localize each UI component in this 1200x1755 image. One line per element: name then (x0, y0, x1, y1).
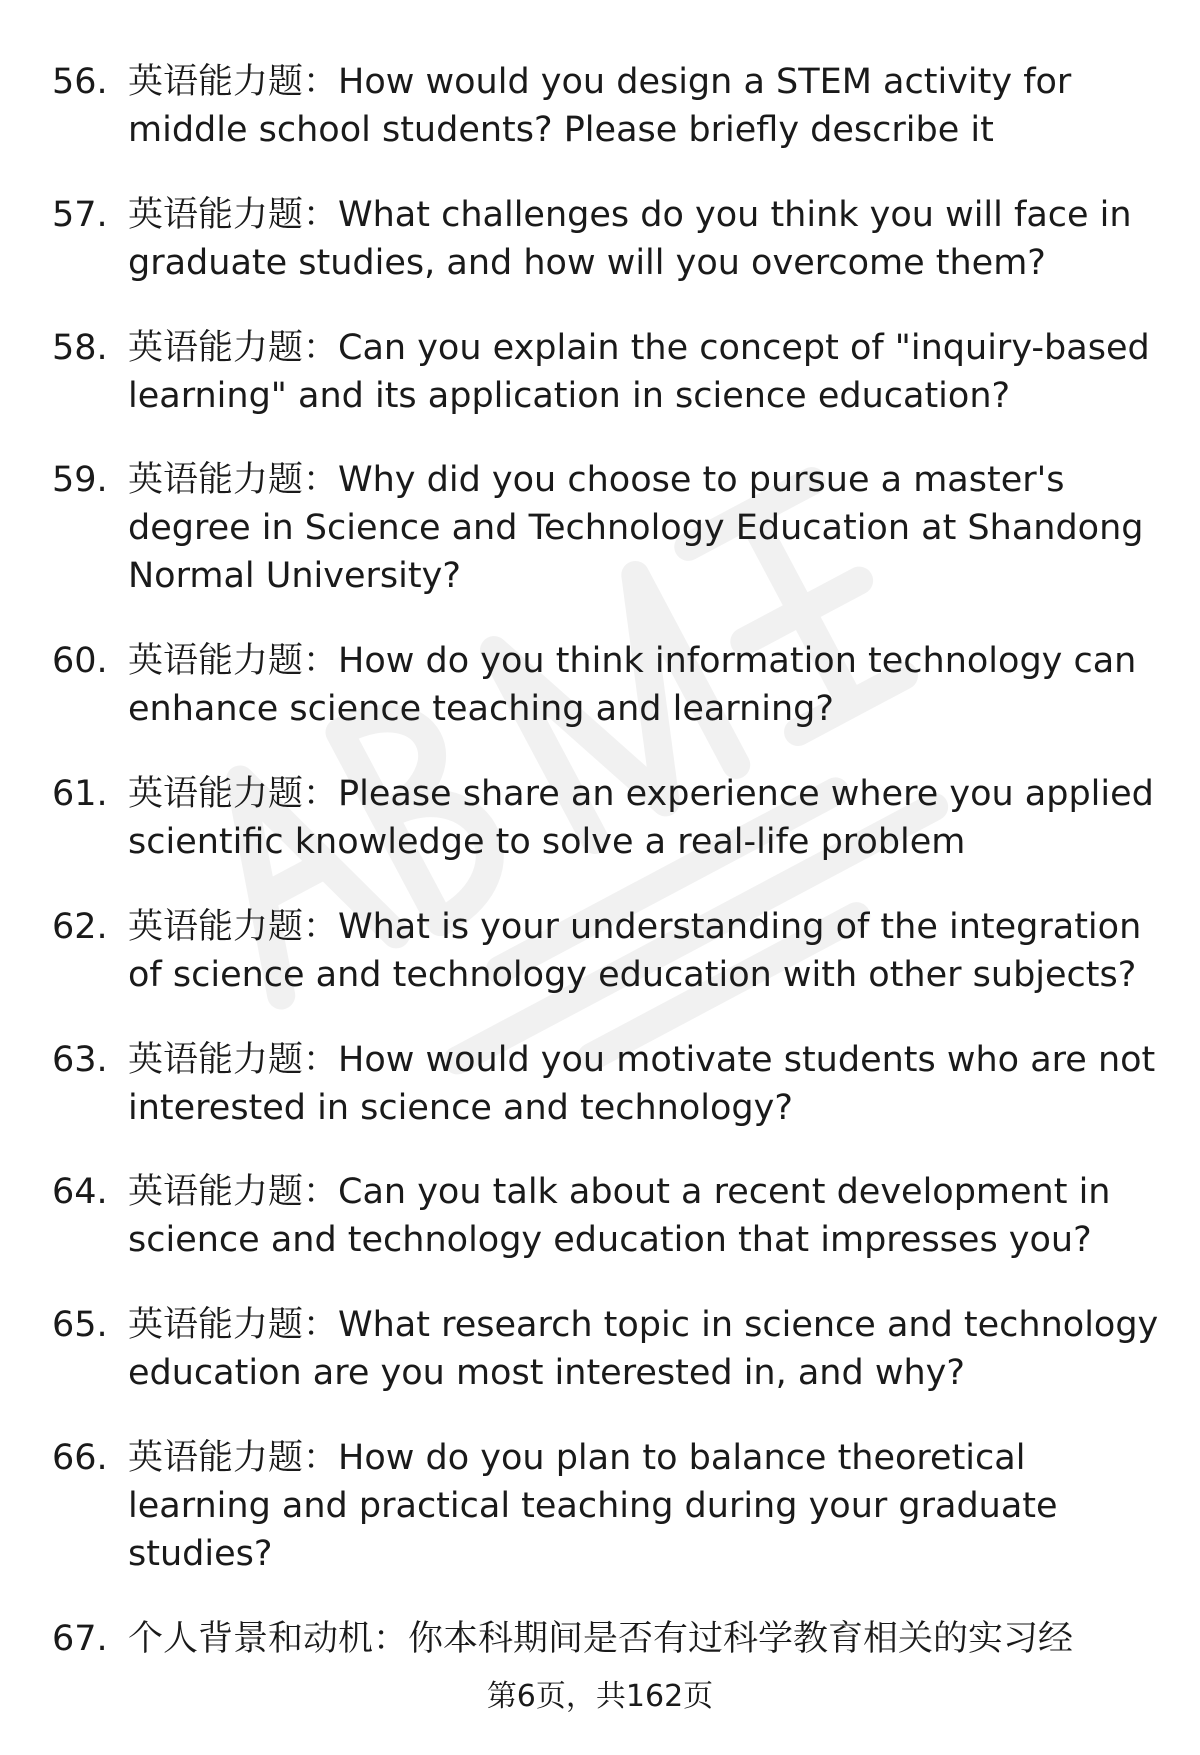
question-text: What research topic in science and technology education are you most interested in, and why? (128, 1305, 1159, 1394)
question-category: 英语能力题： (128, 1305, 339, 1346)
question-list (52, 58, 1162, 1700)
question-category: 英语能力题： (128, 327, 339, 368)
question-category: 英语能力题： (128, 906, 339, 947)
question-number: 67. (52, 1618, 108, 1659)
question-text: Why did you choose to pursue a master's degree in Science and Technology Education at Shandong Normal University? (128, 460, 1144, 597)
question-number: 62. (52, 906, 108, 947)
question-category: 英语能力题： (128, 1172, 339, 1213)
question-item-58 (52, 324, 1162, 420)
question-text: 你本科期间是否有过科学教育相关的实习经 (408, 1618, 1074, 1659)
question-category: 个人背景和动机： (128, 1618, 409, 1659)
question-text: How do you plan to balance theoretical learning and practical teaching during your graduate studies? (128, 1437, 1058, 1574)
question-category: 英语能力题： (128, 773, 339, 814)
question-category: 英语能力题： (128, 641, 339, 682)
question-number: 57. (52, 194, 108, 235)
question-number: 61. (52, 773, 108, 814)
question-category: 英语能力题： (128, 1039, 339, 1080)
question-item-57 (52, 191, 1162, 287)
question-text: What challenges do you think you will face in graduate studies, and how will you overcome them? (128, 194, 1132, 283)
question-number: 60. (52, 641, 108, 682)
question-text: Can you explain the concept of "inquiry-based learning" and its application in science education? (128, 327, 1150, 416)
question-category: 英语能力题： (128, 460, 339, 501)
question-item-62 (52, 903, 1162, 999)
question-item-60 (52, 637, 1162, 733)
page-number-footer: 第6页，共162页 (486, 1679, 714, 1714)
question-text: Please share an experience where you applied scientific knowledge to solve a real-life problem (128, 773, 1154, 862)
question-item-63 (52, 1036, 1162, 1132)
question-text: What is your understanding of the integration of science and technology education with other subjects? (128, 906, 1142, 995)
question-text: How do you think information technology can enhance science teaching and learning? (128, 641, 1137, 730)
question-category: 英语能力题： (128, 194, 339, 235)
question-item-66 (52, 1434, 1162, 1578)
question-item-59 (52, 456, 1162, 600)
question-item-67 (52, 1615, 1162, 1663)
question-item-64 (52, 1168, 1162, 1264)
question-item-61 (52, 770, 1162, 866)
question-number: 56. (52, 62, 108, 102)
question-number: 63. (52, 1039, 108, 1080)
question-item-65 (52, 1301, 1162, 1397)
question-text: How would you design a STEM activity for middle school students? Please briefly describe it (128, 62, 1072, 150)
question-text: How would you motivate students who are not interested in science and technology? (128, 1039, 1156, 1128)
question-category: 英语能力题： (128, 1437, 339, 1478)
question-number: 59. (52, 460, 108, 501)
question-number: 58. (52, 327, 108, 368)
question-category: 英语能力题： (128, 62, 339, 102)
question-number: 64. (52, 1172, 108, 1213)
question-number: 65. (52, 1305, 108, 1346)
question-number: 66. (52, 1437, 108, 1478)
question-text: Can you talk about a recent development in science and technology education that impresses you? (128, 1172, 1111, 1261)
question-item-56 (52, 58, 1162, 154)
